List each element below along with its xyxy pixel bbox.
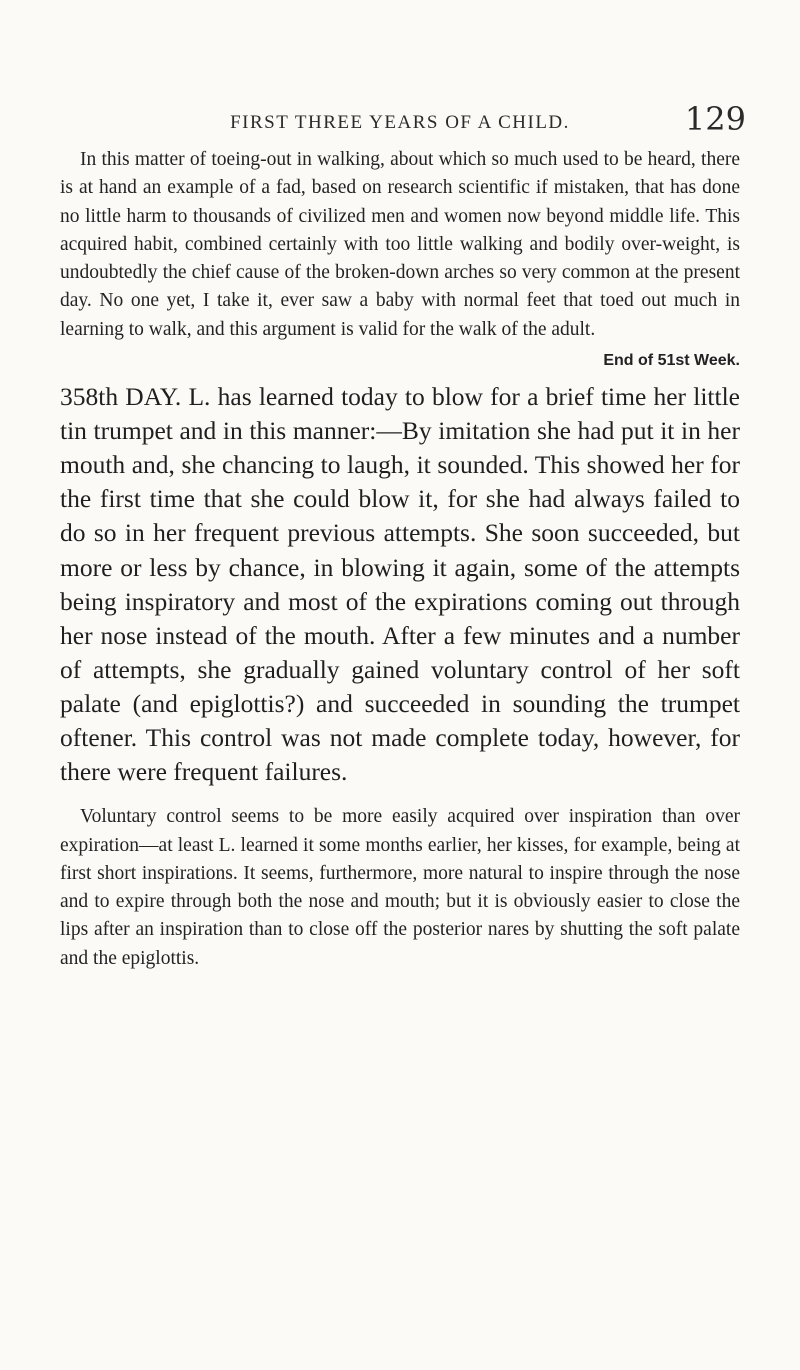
week-end-marker: End of 51st Week. (603, 352, 740, 370)
paragraph-toeing-out: In this matter of toeing-out in walking, about which so much used to be heard, there is at hand an example of a fad, based on research scientific if mistaken, that has done no little harm to thousands of civilized men and women now beyond middle life. This acquired habit, combined certainly with too little walking and bodily over-weight, is undoubtedly the chief cause of the broken-down arches so very common at the present day. No one yet, I take it, ever saw a baby with normal feet that toed out much in learning to walk, and this argument is valid for the walk of the adult. (60, 149, 740, 340)
running-head (60, 100, 746, 140)
paragraph-voluntary-control: Voluntary control seems to be more easily acquired over inspiration than over expiration—at least L. learned it some months earlier, her kisses, for example, being at first short inspirations. It seems, furthermore, more natural to inspire through the nose and to expire through both the nose and mouth; but it is obviously easier to close the lips after an inspiration than to close off the posterior nares by shutting the soft palate and the epiglottis. (60, 806, 740, 969)
running-title: FIRST THREE YEARS OF A CHILD. (230, 112, 570, 133)
book-page (60, 100, 746, 973)
day-label: 358th DAY. (60, 382, 182, 412)
page-number: 129 (684, 100, 746, 138)
entry-358th-day (60, 380, 740, 789)
entry-text: L. has learned today to blow for a brief time her little tin trumpet and in this manner:—By imitation she had put it in her mouth and, she chancing to laugh, it sounded. This showed her for the first time that she could blow it, for she had always failed to do so in her frequent previous attempts. She soon succeeded, but more or less by chance, in blowing it again, some of the attempts being inspiratory and most of the expirations coming out through her nose instead of the mouth. After a few minutes and a number of attempts, she gradually gained voluntary control of her soft palate (and epiglottis?) and succeeded in sounding the trumpet oftener. This control was not made complete today, however, for there were frequent failures. (60, 382, 740, 787)
